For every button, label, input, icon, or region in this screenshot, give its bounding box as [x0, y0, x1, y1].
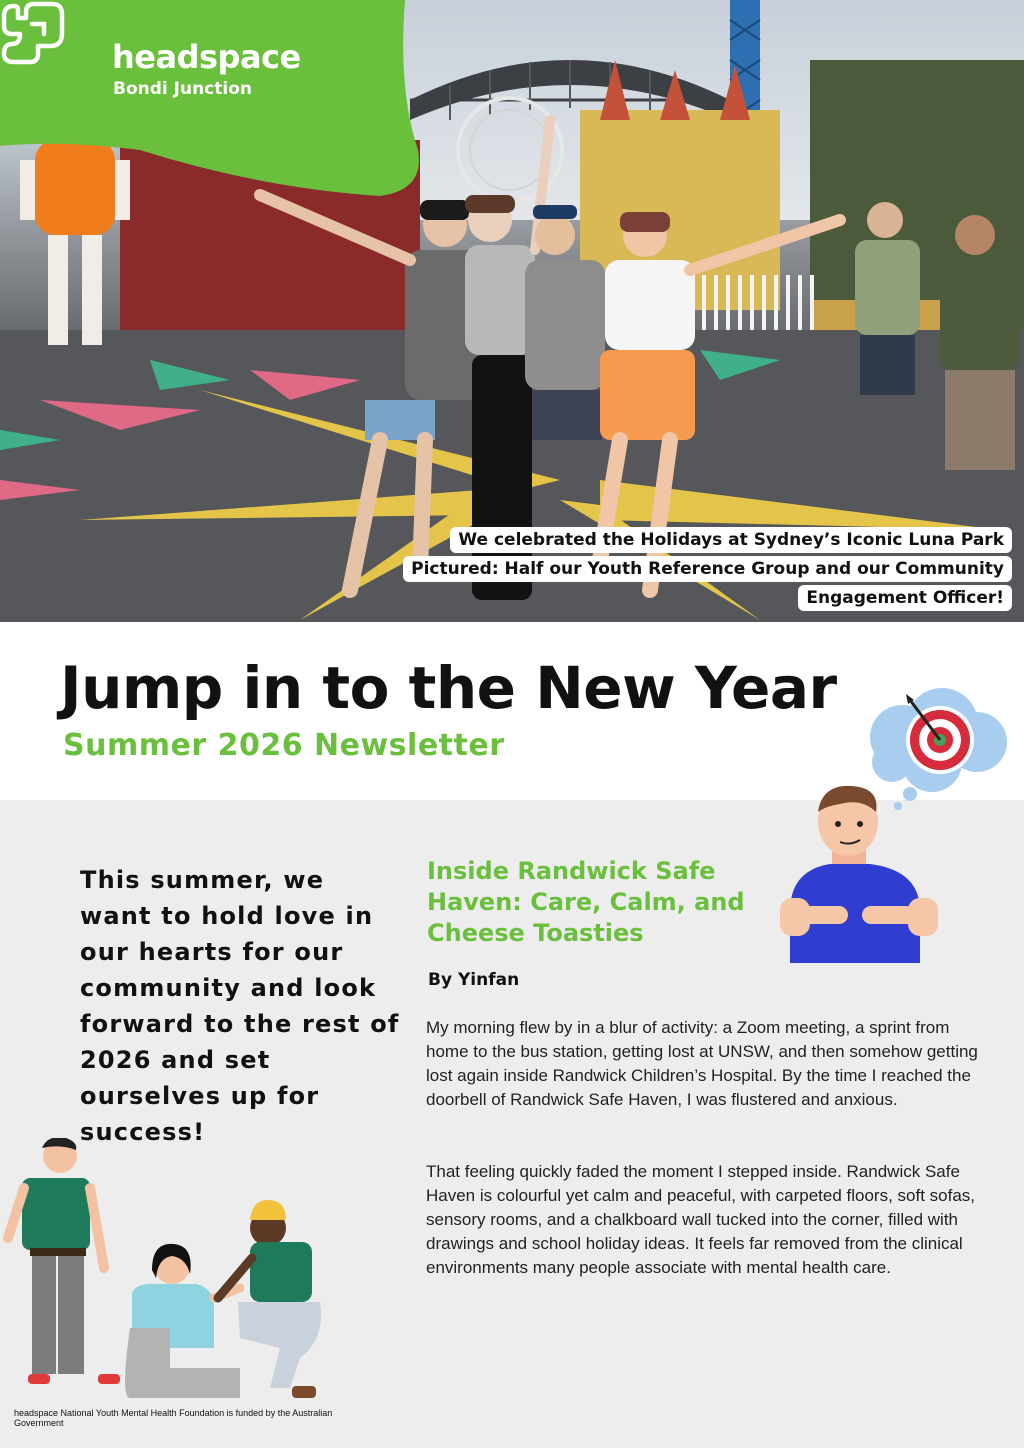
article-byline: By Yinfan: [428, 970, 520, 990]
thinking-man-illustration: [770, 778, 950, 968]
three-people-illustration: [0, 1138, 340, 1408]
photo-caption-line-3: Engagement Officer!: [798, 585, 1012, 611]
article-paragraph-2: That feeling quickly faded the moment I stepped inside. Randwick Safe Haven is colourful yet calm and peaceful, with carpeted floors, soft sofas, sensory rooms, and a chalkboard wall tucked into the corner, filled with drawings and school holiday ideas. It feels far removed from the clinical environments many people associate with mental health care.: [426, 1162, 975, 1277]
page-subtitle: Summer 2026 Newsletter: [63, 728, 505, 763]
title-section: [0, 622, 1024, 800]
page-title: Jump in to the New Year: [60, 654, 837, 722]
article-title: Inside Randwick Safe Haven: Care, Calm, and Cheese Toasties: [427, 857, 745, 947]
bystanders: [840, 190, 1024, 500]
brand-name: headspace: [112, 38, 301, 76]
headspace-logo-icon: [0, 0, 66, 66]
photo-caption-line-2: Pictured: Half our Youth Reference Group and our Community: [403, 556, 1012, 582]
brand-location: Bondi Junction: [113, 79, 252, 99]
intro-text: This summer, we want to hold love in our hearts for our community and look forward to the rest of 2026 and set ourselves up for success!: [80, 866, 400, 1146]
photo-caption-line-1: We celebrated the Holidays at Sydney’s Iconic Luna Park: [450, 527, 1012, 553]
headspace-logo-panel: [0, 0, 430, 200]
article-paragraph-1: My morning flew by in a blur of activity: a Zoom meeting, a sprint from home to the bus station, getting lost at UNSW, and then somehow getting lost again inside Randwick Children’s Hospital. By the time I reached the doorbell of Randwick Safe Haven, I was flustered and anxious.: [426, 1018, 978, 1109]
funding-footer: headspace National Youth Mental Health Foundation is funded by the Australian Government: [14, 1408, 333, 1428]
